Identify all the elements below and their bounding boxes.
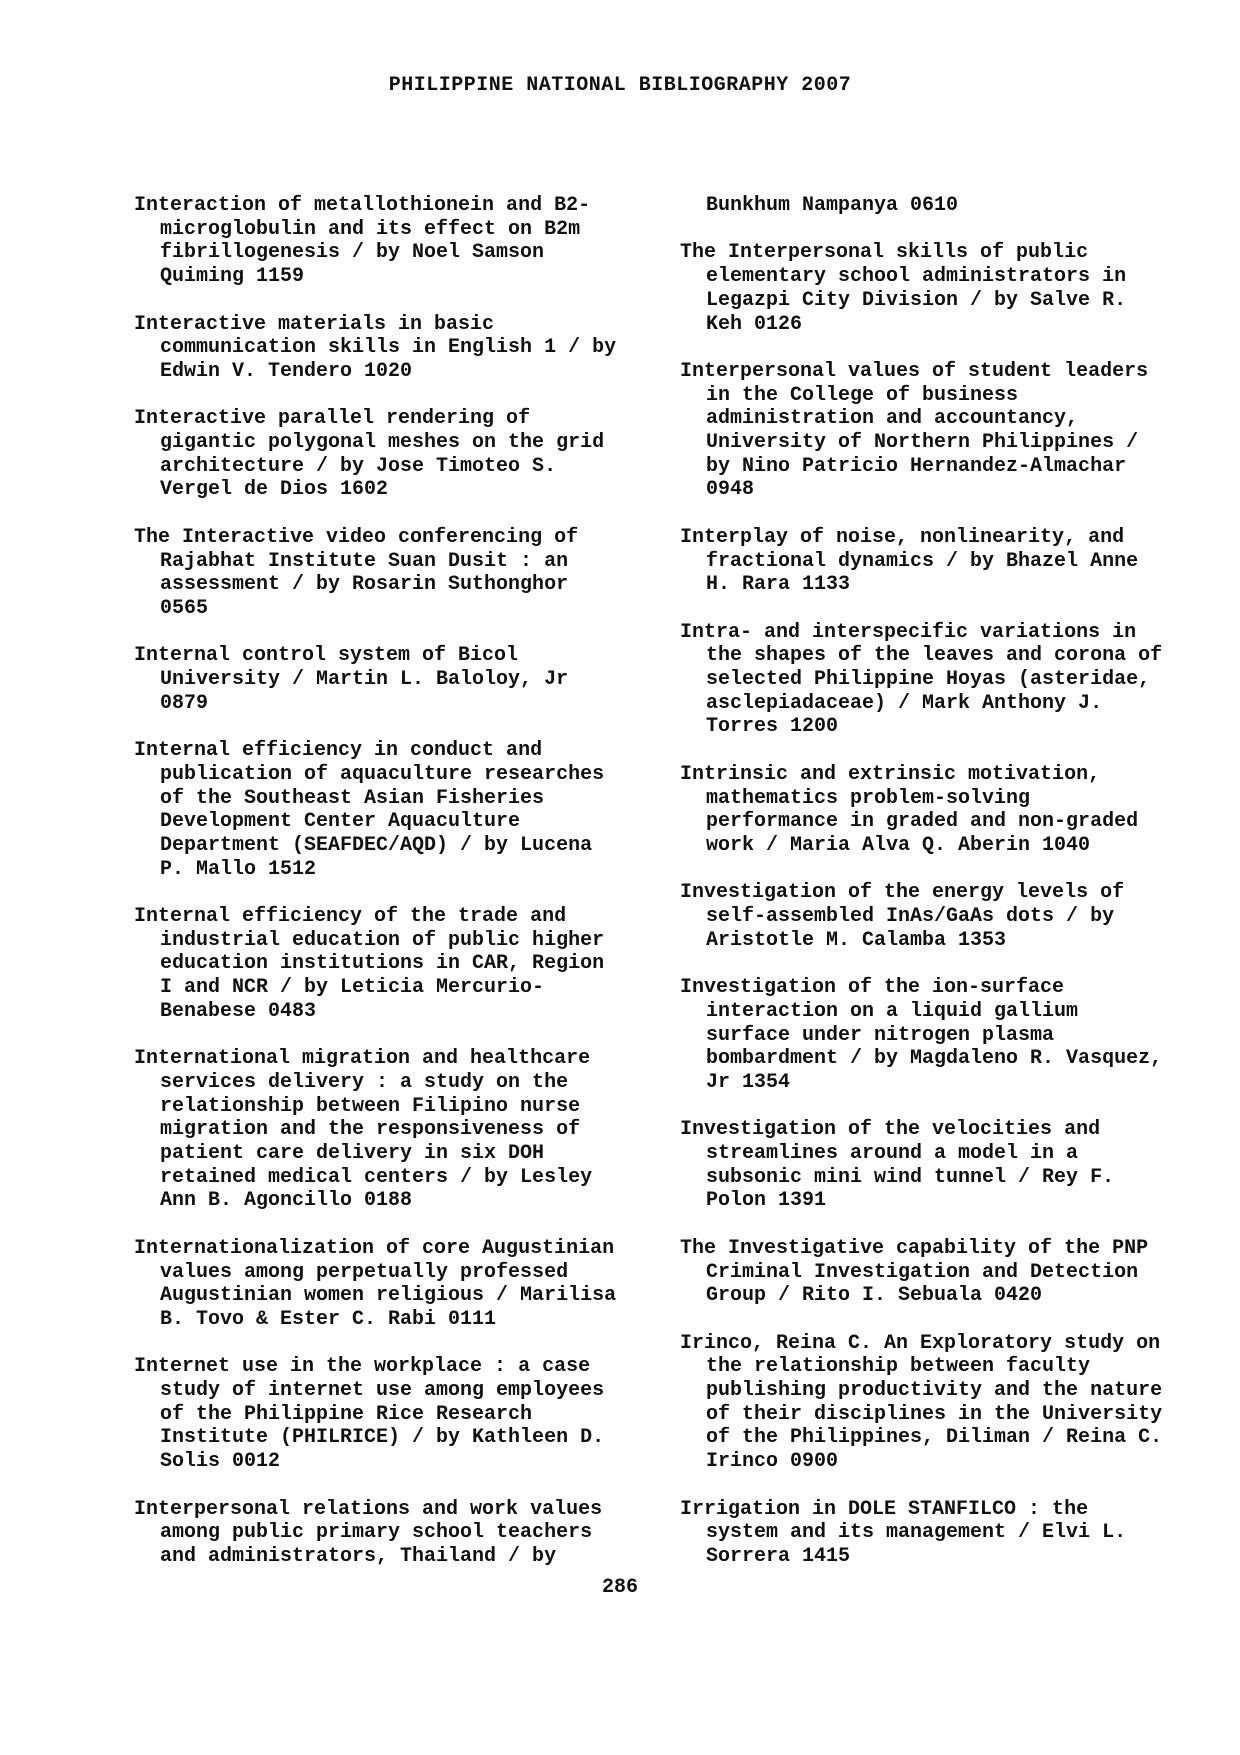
bibliography-entry-continued: Bunkhum Nampanya 0610: [706, 194, 959, 217]
page-header: PHILIPPINE NATIONAL BIBLIOGRAPHY 2007: [388, 74, 852, 97]
bibliography-entry: Investigation of the velocities and streamlines around a model in a subsonic mini wind tunnel / Rey F. Polon 1391: [680, 1118, 1115, 1213]
bibliography-entry: Internet use in the workplace : a case study of internet use among employees of the Philippine Rice Research Institute (PHILRICE) / by Kathleen D. Solis 0012: [134, 1355, 605, 1474]
bibliography-entry: Intrinsic and extrinsic motivation, mathematics problem-solving performance in graded and non-graded work / Maria Alva Q. Aberin 1040: [680, 762, 1139, 857]
bibliography-entry: The Interpersonal skills of public elementary school administrators in Legazpi City Division / by Salve R. Keh 0126: [680, 241, 1127, 336]
right-column: [680, 194, 1200, 1592]
bibliography-entry: Internal efficiency of the trade and industrial education of public higher education institutions in CAR, Region I and NCR / by Leticia Mercurio- Benabese 0483: [134, 905, 605, 1023]
bibliography-entry: Investigation of the ion-surface interaction on a liquid gallium surface under nitrogen plasma bombardment / by Magdaleno R. Vasquez, Jr 1354: [680, 976, 1163, 1094]
bibliography-entry: Interactive materials in basic communication skills in English 1 / by Edwin V. Tendero 1020: [134, 312, 617, 383]
bibliography-entry: Internal control system of Bicol University / Martin L. Baloloy, Jr 0879: [134, 644, 569, 715]
bibliography-entry: Interplay of noise, nonlinearity, and fractional dynamics / by Bhazel Anne H. Rara 1133: [680, 525, 1139, 597]
bibliography-entry: Internal efficiency in conduct and publication of aquaculture researches of the Southeast Asian Fisheries Development Center Aquaculture Department (SEAFDEC/AQD) / by Lucena P. Mallo 1512: [134, 739, 605, 881]
left-column: [134, 194, 654, 1592]
bibliography-entry: Intra- and interspecific variations in the shapes of the leaves and corona of selected Philippine Hoyas (asteridae, asclepiadaceae) / Mark Anthony J. Torres 1200: [680, 620, 1163, 739]
bibliography-entry: Interpersonal relations and work values among public primary school teachers and administrators, Thailand / by: [134, 1497, 603, 1568]
page-number: 286: [601, 1576, 638, 1599]
bibliography-entry: Irrigation in DOLE STANFILCO : the system and its management / Elvi L. Sorrera 1415: [680, 1497, 1127, 1568]
bibliography-entry: Interactive parallel rendering of gigantic polygonal meshes on the grid architecture / by Jose Timoteo S. Vergel de Dios 1602: [134, 407, 605, 502]
bibliography-entry: The Investigative capability of the PNP Criminal Investigation and Detection Group / Rito I. Sebuala 0420: [680, 1236, 1149, 1308]
bibliography-entry: Interpersonal values of student leaders in the College of business administration and accountancy, University of Northern Philippines / by Nino Patricio Hernandez-Almachar 0948: [680, 359, 1149, 502]
bibliography-entry: Irinco, Reina C. An Exploratory study on the relationship between faculty publishing productivity and the nature of their disciplines in the University of the Philippines, Diliman / Reina C. Irinco 0900: [680, 1331, 1163, 1474]
bibliography-entry: Interaction of metallothionein and B2- microglobulin and its effect on B2m fibrillogenesis / by Noel Samson Quiming 1159: [134, 194, 591, 289]
bibliography-entry: Internationalization of core Augustinian values among perpetually professed Augustinian women religious / Marilisa B. Tovo & Ester C. Rabi 0111: [134, 1236, 617, 1331]
bibliography-entry: International migration and healthcare services delivery : a study on the relationship between Filipino nurse migration and the responsiveness of patient care delivery in six DOH retained medical centers / by Lesley Ann B. Agoncillo 0188: [134, 1047, 593, 1213]
bibliography-entry: Investigation of the energy levels of self-assembled InAs/GaAs dots / by Aristotle M. Calamba 1353: [680, 881, 1125, 952]
bibliography-entry: The Interactive video conferencing of Rajabhat Institute Suan Dusit : an assessment / by Rosarin Suthonghor 0565: [134, 525, 579, 620]
